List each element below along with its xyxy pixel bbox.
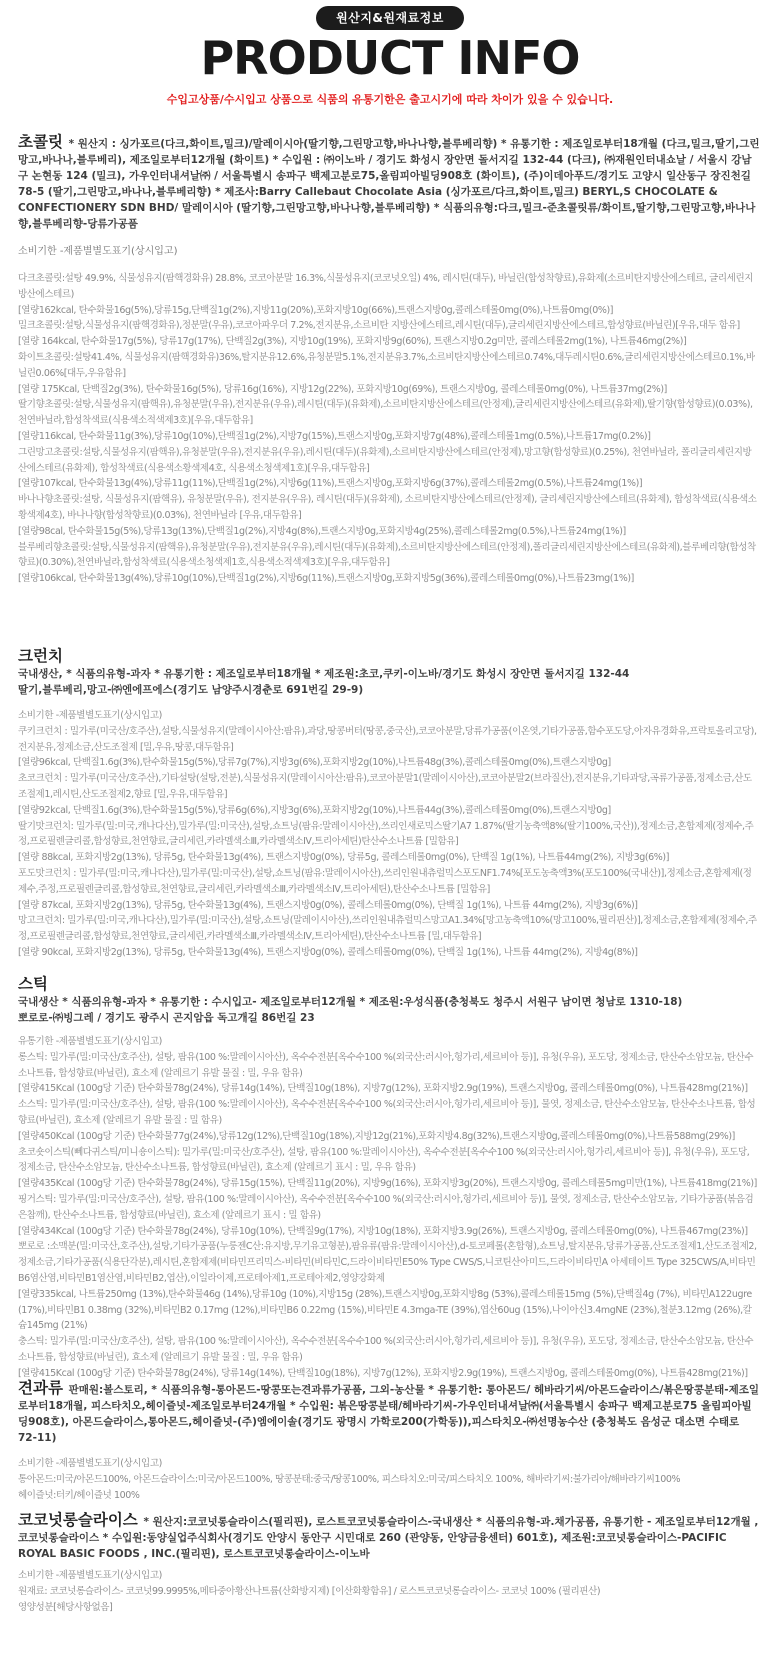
- section-crunch: [18, 632, 760, 961]
- ingredient-line: 소스틱: 밀가루(밀:미국산/호주산), 설탕, 팜유(100 %:말레이시아산), 옥수수전분[옥수수100 %(외국산:러시아,헝가리,세르비아 등)], 물엿, 정제소금, 탄산수소암모늄, 탄산수소나트륨, 합성향료(바닐린), 효소제 (알레르기 유발 물질 : 밀 함유): [18, 1099, 756, 1126]
- section-header: [18, 632, 760, 698]
- ingredient-line: 바나나향초콜릿:설탕, 식물성유지(팜핵유), 유청분말(우유), 전지분유(우유), 레시틴(대두)(유화제), 소르비탄지방산에스테르(안정제), 글리세린지방산에스테르(유화제), 합성착색료(식용색소황색제4호), 바나나향(합성착향료)(0.03%), 천연바닐라 [우유,대두함유]: [18, 494, 757, 521]
- nutrition-line: [열량92kcal, 단백질1.6g(3%),탄수화물15g(5%),당류6g(6%),지방3g(6%),포화지방2g(10%),나트륨44g(3%),콜레스테롤0mg(0%),트랜스지방0g]: [18, 804, 611, 816]
- origin-info-pill: 원산지&원재료정보: [316, 6, 464, 30]
- section-header: [18, 960, 760, 1026]
- section-details: * 원산지:코코넛롱슬라이스(필리핀), 로스트코코넛롱슬라이스-국내생산 * 식품의유형-과.채가공품, 유통기한 - 제조일로부터12개월 , 코코넛롱슬라이스 * 수입원:동양실업주식회사(경기도 안양시 동안구 시민대로 260 (관양동, 안양금융센터) 601호), 제조원:코코넛롱슬라이스-PACIFIC ROYAL BASIC FOODS , INC.(필리핀), 로스트코코넛롱슬라이스-이노바: [18, 1516, 759, 1560]
- nutrition-line: [열량 87kcal, 포화지방2g(13%), 당류5g, 탄수화물13g(4%), 트랜스지방0g(0%), 콜레스테롤0mg(0%), 단백질 1g(1%), 나트륨 44mg(2%), 지방3g(6%)]: [18, 899, 638, 911]
- shelf-life-line: 소비기한 -제품별별도표기(상시입고): [18, 710, 162, 721]
- ingredient-line: 초코숏이스틱(뻬다귀스틱/미니숑이스틱): 밀가루(밀:미국산/호주산), 설탕, 팜유(100 %:말레이시아산), 옥수수전분[옥수수100 %(외국산:러시아,헝가리,세르비아 등)], 유청(우유), 포도당, 정제소금, 탄산수소암모늄, 탄산수소나트륨, 합성향료(바닐린), 효소제 (알레르기 표시 : 밀, 우유 함유): [18, 1146, 750, 1174]
- nutrition-line: [열량 88kcal, 포화지방2g(13%), 당류5g, 탄수화물13g(4%), 트랜스지방0g(0%), 당류5g, 콜레스테롤0mg(0%), 단백질 1g(1%), 나트륨44mg(2%), 지방3g(6%)]: [18, 852, 670, 864]
- nutrition-line: [열량 164kcal, 탄수화물17g(5%), 당류17g(17%), 단백질2g(3%), 지방10g(19%), 포화지방9g(60%), 트랜스지방0.2g미만, 콜레스테롤2mg(1%), 나트륨46mg(2%)]: [18, 336, 687, 348]
- page-title: PRODUCT INFO: [200, 31, 580, 85]
- ingredient-line: 포도맛크런치 : 밀가루(밀:미국,캐나다산),밀가루(밀:미국산),설탕,쇼트닝(팜유:말레이시아산),쓰리인원내츄럴믹스포도NF1.74%[포도농축액3%(포도100%(국내산)],정제소금,혼합제제(정제수,주정,프로필렌글리콜,합성향료,천연향료,글리세린,카라멜색소Ⅲ,카라멜색소Ⅳ,트리아세틴),탄산수소나트륨 [밀함유]: [18, 867, 752, 895]
- ingredient-list: [18, 1568, 760, 1615]
- ingredient-line: 다크초콜릿:설탕 49.9%, 식물성유지(팜핵경화유) 28.8%, 코코아분말 16.3%,식물성유지(코코넛오일) 4%, 레시틴(대두), 바닐린(합성착향료),유화제(소르비탄지방산에스테르, 글리세린지방산에스테르): [18, 273, 754, 300]
- ingredient-line: 뽀로로 :소맥분(밀:미국산,호주산),설탕,기타가공품(누룽젠C산:유지방,무기유고형분),팜유류(팜유:말레이시아산),d-토코페롤(혼합형),쇼트닝,탈지분유,당류가공품,산도조절제1,산도조절제2,정제소금,기타가공품(식용단각분),레시틴,혼합제제(비타민프리믹스-비타민(비타민C,드라이비타민E50% Type CWS/S,니코틴산아미드,드라이비타민A 아세테이트 Type 325CWS/A,비타민B6염산염,비타민B1염산염,비타민B2,엽산),이일라이제,프로테아제1,프로테아제2,영양강화제: [18, 1241, 757, 1284]
- section-title: 스틱: [18, 975, 48, 993]
- section-title: 코코넛롱슬라이스: [18, 1511, 138, 1529]
- nutrition-line: [열량415Kcal (100g당 기준) 탄수화물78g(24%), 당류14g(14%), 단백질10g(18%), 지방7g(12%), 포화지방2.9g(19%), 트랜스지방0g, 콜레스테롤0mg(0%), 나트륨428mg(21%)]: [18, 1083, 748, 1095]
- nutrition-line: [열량106kcal, 탄수화물13g(4%),당류10g(10%),단백질1g(2%),지방6g(11%),트랜스지방0g,포화지방5g(36%),콜레스테롤0mg(0%),나트륨23mg(1%)]: [18, 573, 634, 585]
- section-title: 견과류: [18, 1379, 63, 1397]
- ingredient-line: 딸기향초콜릿:설탕,식물성유지(팜핵유),유청분말(우유),전지분유(우유),레시틴(대두)(유화제),소르비탄지방산에스테르(안정제),글리세린지방산에스테르(유화제),딸기향(합성향료)(0.03%),천연바닐라,합성착색료(식용색소적색제3호)[우유,대두함유]: [18, 399, 753, 427]
- section-header: [18, 134, 760, 232]
- ingredient-line: 헤이즐넛:터키/헤이즐넛 100%: [18, 1489, 140, 1501]
- shelf-life-line: 소비기한 -제품별별도표기(상시입고): [18, 1570, 162, 1581]
- shelf-life-line: 유통기한 -제품별별도표기(상시입고): [18, 1036, 162, 1047]
- ingredient-list: [18, 1456, 760, 1503]
- nutrition-line: [열량107kcal, 탄수화물13g(4%),당류11g(11%),단백질1g(2%),지방6g(11%),트랜스지방0g,포화지방6g(37%),콜레스테롤2mg(0.5%),나트륨24mg(1%)]: [18, 478, 643, 490]
- section-details: * 원산지 : 싱가포르(다크,화이트,밀크)/말레이시아(딸기향,그린망고향,바나나향,블루베리향) * 유통기한 : 제조일로부터18개월 (다크,밀크,딸기,그린망고,바나나,블루베리), 제조일로부터12개월 (화이트) * 수입원 : ㈜이노바 / 경기도 화성시 장안면 돌서지길 132-44 (다크), ㈜재원인터내쇼날 / 서울시 강남구 논현동 124 (밀크), 가우인터내셔날㈜ / 서울특별시 송파구 백제고분로75,올림피아빌딩908호 (화이트), (주)이데아푸드/경기도 고양시 일산동구 장진천길 78-5 (딸기,그린망고,바나나,블루베리향) * 제조사:Barry Callebaut Chocolate Asia (싱가포르/다크,화이트,밀크) BERYL,S CHOCOLATE & CONFECTIONERY SDN BHD/ 말레이시아 (딸기향,그린망고향,바나나향,블루베리향) * 식품의유형:다크,밀크-준초콜릿류/화이트,딸기향,그린망고향,바나나향,블루베리향-당류가공품: [18, 138, 760, 230]
- section-nuts: [18, 1380, 760, 1503]
- nutrition-line: [열량 90kcal, 포화지방2g(13%), 당류5g, 탄수화물13g(4%), 트랜스지방0g(0%), 콜레스테롤0mg(0%), 단백질 1g(1%), 나트륨 44mg(2%), 지방4g(8%)]: [18, 946, 638, 958]
- shelf-life-line: 소비기한 -제품별별도표기(상시입고): [18, 1458, 162, 1469]
- ingredient-line: 통아몬드:미국/아몬드100%, 아몬드슬라이스:미국/아몬드100%, 땅콩분태:중국/땅콩100%, 피스타치오:미국/피스타치오 100%, 해바라기씨:불가리아/해바라기씨100%: [18, 1473, 681, 1485]
- section-stick: [18, 960, 760, 1382]
- ingredient-line: 딸기맛크런치: 밀가루(밀:미국,캐나다산),밀가루(밀:미국산),설탕,쇼트닝(팜유:말레이시아산),쓰리인새로믹스딸기A7 1.87%(딸기농축액8%(딸기100%,국산)),정제소금,혼합제제(정제수,주정,프로필렌글리콜,합성향료,천연향료,글리세린,카라멜색소Ⅲ,카라멜색소Ⅳ,트리아세틴)탄산수소나트륨 [밀함유]: [18, 820, 754, 848]
- nutrition-line: [열량450Kcal (100g당 기준) 탄수화물77g(24%),당류12g(12%),단백질10g(18%),지방12g(21%),포화지방4.8g(32%),트랜스지방0g,콜레스테롤0mg(0%),나트륨588mg(29%)]: [18, 1130, 735, 1142]
- nutrition-line: [열량335kcal, 나트륨250mg (13%),탄수화물46g (14%),당류10g (10%),지방15g (28%),트랜스지방0g,포화지방8g (53%),콜레스테롤15mg (5%),단백질4g (7%), 비타민A122ugre (17%),비타민B1 0.38mg (32%),비타민B2 0.17mg (12%),비타민B6 0.22mg (15%),비타민E 4.3mga-TE (39%),엽산60ug (15%),나이아신3.4mgNE (23%),철분3.12mg (26%),칼슘145mg (21%): [18, 1288, 752, 1332]
- ingredient-line: 망고크런치: 밀가루(밀:미국,캐나다산),밀가루(밀:미국산),설탕,쇼트닝(말레이시아산),쓰리인원내츄럴믹스망고A1.34%[망고농축액10%(망고100%,필리핀산)],정제소금,혼합제제(정제수,주정,프로필렌글리콜,합성향료,천연향료,글리세린,카라멜색소Ⅲ,카라멜색소Ⅳ,트리아세틴),탄산수소나트륨 [밀,대두함유]: [18, 915, 757, 943]
- ingredient-line: 핑거스틱: 밀가루(밀:미국산/호주산), 설탕, 팜유(100 %:말레이시아산), 옥수수전분[옥수수100 %(외국산:러시아,헝가리,세르비아 등)], 물엿, 정제소금, 탄산수소암모늄, 기타가공품(볶음검은참깨), 탄산수소나트륨, 합성향료(바닐린), 효소제 (알레르기 표시 : 밀 함유): [18, 1193, 754, 1221]
- nutrition-line: [열량116kcal, 탄수화물11g(3%),당류10g(10%),단백질1g(2%),지방7g(15%),트랜스지방0g,포화지방7g(48%),콜레스테롤1mg(0.5%),나트륨17mg(0.2%)]: [18, 430, 651, 442]
- ingredient-line: 밀크초콜릿:설탕,식물성유지(팜핵경화유),정분말(우유),코코아파우더 7.2%,전지분유,소르비탄 지방산에스테르,레시틴(대두),글리세린지방산에스테르,합성향료(바닐린)[우유,대두 함유]: [18, 320, 740, 332]
- ingredient-line: 블루베리향초콜릿:설탕,식물성유지(팜핵유),유청분말(우유),전지분유(우유),레시틴(대두)(유화제),소르비탄지방산에스테르(안정제),폴리글리세린지방산에스테르(유화제),블루베리향(합성착향료)(0.30%),천연바닐라,합성착색료(식용색소청색제1호,식용색소적색제3호)[우유,대두함유]: [18, 541, 756, 569]
- nutrition-line: [열량435Kcal (100g당 기준) 탄수화물78g(24%), 당류15g(15%), 단백질11g(20%), 지방9g(16%), 포화지방3g(20%), 트랜스지방0g, 콜레스테롤5mg미만(1%), 나트륨418mg(21%)]: [18, 1178, 757, 1190]
- section-details: 국내생산 * 식품의유형-과자 * 유통기한 : 수시입고- 제조일로부터12개월 * 제조원:우성식품(충청북도 청주시 서원구 남이면 청남로 1310-18) 뽀로로-㈜빙그레 / 경기도 광주시 곤지암읍 독고개길 86번길 23: [18, 996, 683, 1024]
- ingredient-list: [18, 1034, 760, 1382]
- section-details: 판매원:볼스토리, * 식품의유형-통아몬드-땅콩또는견과류가공품, 그외-농산물 * 유통기한: 통아몬드/ 헤바라기씨/아몬드슬라이스/볶은땅콩분태-제조일로부터18개월, 피스타치오,헤이즐넛-제조일로부터24개월 * 수입원: 볶은땅콩분태/헤바라기씨-가우인터내셔날㈜(서울특별시 송파구 백제고분로75 올림피아빌딩908호), 아몬드슬라이스,통아몬드,헤이즐넛-(주)엠에이솔(경기도 광명시 가학로200(가학동)),피스타치오-㈜선명농수산 (충청북도 음성군 대소면 수태로 72-11): [18, 1384, 760, 1444]
- ingredient-list: [18, 271, 760, 587]
- ingredient-line: 충스틱: 밀가루(밀:미국산/호주산), 설탕, 팜유(100 %:말레이시아산), 옥수수전분[옥수수100 %(외국산:러시아,헝가리,세르비아 등)], 유청(우유), 포도당, 정제소금, 탄산수소암모늄, 탄산수소나트륨, 합성향료(바닐린), 효소제 (알레르기 유발 물질 : 밀, 우유 함유): [18, 1336, 754, 1363]
- section-coconut: [18, 1512, 760, 1615]
- expiry-notice: 수입고상품/수시입고 상품으로 식품의 유통기한은 출고시기에 따라 차이가 있을 수 있습니다.: [166, 93, 614, 106]
- nutrition-line: [열량98cal, 탄수화물15g(5%),당류13g(13%),단백질1g(2%),지방4g(8%),트랜스지방0g,포화지방4g(25%),콜레스테롤2mg(0.5%),나트륨24mg(1%)]: [18, 525, 626, 537]
- section-details: 국내생산, * 식품의유형-과자 * 유통기한 : 제조일로부터18개월 * 제조원:초코,쿠키-이노바/경기도 화성시 장안면 돌서지길 132-44 딸기,블루베리,망고-㈜엔에프에스(경기도 남양주시경춘로 691번길 29-9): [18, 668, 630, 696]
- nutrition-line: [열량96kcal, 단백질1.6g(3%),탄수화물15g(5%),당류7g(7%),지방3g(6%),포화지방2g(10%),나트륨48g(3%),콜레스테롤0mg(0%),트랜스지방0g]: [18, 757, 611, 769]
- ingredient-line: 영양성분[해당사항없음]: [18, 1601, 113, 1613]
- shelf-life-line: 소비기한 -제품별별도표기(상시입고): [18, 246, 178, 257]
- header-pill-wrap: [0, 6, 780, 30]
- ingredient-line: 초코크런치 : 밀가루(미국산/호주산),기타설탕(설탕,전분),식물성유지(말레이시아산:팜유),코코아분말1(말레이시아산),코코아분말2(브라질산),전지분유,기타과당,곡류가공품,정제소금,산도조절제1,레시틴,산도조절제2,향료 [밀,우유,대두함유]: [18, 773, 752, 800]
- section-title: 크런치: [18, 647, 63, 665]
- nutrition-line: [열량162kcal, 탄수화물16g(5%),당류15g,단백질1g(2%),지방11g(20%),포화지방10g(66%),트랜스지방0g,콜레스테롤0mg(0%),나트륨0mg(0%)]: [18, 304, 614, 316]
- nutrition-line: [열량415Kcal (100g당 기준) 탄수화물78g(24%), 당류14g(14%), 단백질10g(18%), 지방7g(12%), 포화지방2.9g(19%), 트랜스지방0g, 콜레스테롤0mg(0%), 나트륨428mg(21%)]: [18, 1367, 748, 1379]
- section-header: [18, 1512, 760, 1562]
- ingredient-line: 화이트초콜릿:설탕41.4%, 식물성유지(팜핵경화유)36%,탈지분유12.6%,유청분말5.1%,전지분유3.7%,소르비탄지방산에스테르0.74%,대두레시틴0.6%,글리세린지방산에스테르0.1%,바닐린0.06%[대두,우유함유]: [18, 351, 755, 379]
- section-title: 초콜릿: [18, 133, 63, 151]
- ingredient-line: 원재료: 코코넛롱슬라이스- 코코넛99.9995%,메타중아황산나트륨(산화방지제) [이산화황함유] / 로스트코코넛롱슬라이스- 코코넛 100% (필리핀산): [18, 1585, 601, 1597]
- ingredient-line: 쿠키크런치 : 밀가루(미국산/호주산),설탕,식물성유지(말레이시아산:팜유),과당,땅콩버터(땅콩,중국산),코코아분말,당류가공품(이온엿,기타가공품,함수포도당,아자유경화유,프락토올리고당),전지분유,정제소금,산도조절제 [밀,우유,땅콩,대두함유]: [18, 725, 757, 753]
- ingredient-line: 롱스틱: 밀가루(밀:미국산/호주산), 설탕, 팜유(100 %:말레이시아산), 옥수수전분[옥수수100 %(외국산:러시아,헝가리,세르비아 등)], 유청(우유), 포도당, 정제소금, 탄산수소암모늄, 탄산수소나트륨, 합성향료(바닐린), 효소제 (알레르기 유발 물질 : 밀, 우유 함유): [18, 1051, 754, 1079]
- nutrition-line: [열량 175Kcal, 단백질2g(3%), 탄수화물16g(5%), 당류16g(16%), 지방12g(22%), 포화지방10g(69%), 트랜스지방0g, 콜레스테롤0mg(0%), 나트륨37mg(2%)]: [18, 383, 667, 395]
- section-header: [18, 1380, 760, 1446]
- section-chocolate: [18, 134, 760, 587]
- ingredient-list: [18, 708, 760, 961]
- ingredient-line: 그린망고초콜릿:설탕,식물성유지(팜핵유),유청분말(우유),전지분유(우유),레시틴(대두)(유화제),소르비탄지방산에스테르(안정제),망고향(합성향료)(0.25%), 천연바닐라, 폴리글리세린지방산에스테르(유화제), 합성착색료(식용색소황색제4호, 식용색소청색제1호)[우유,대두함유]: [18, 446, 752, 474]
- nutrition-line: [열량434Kcal (100g당 기준) 탄수화물78g(24%), 당류10g(10%), 단백질9g(17%), 지방10g(18%), 포화지방3.9g(26%), 트랜스지방0g, 콜레스테롤0mg(0%), 나트륨467mg(23%)]: [18, 1225, 748, 1237]
